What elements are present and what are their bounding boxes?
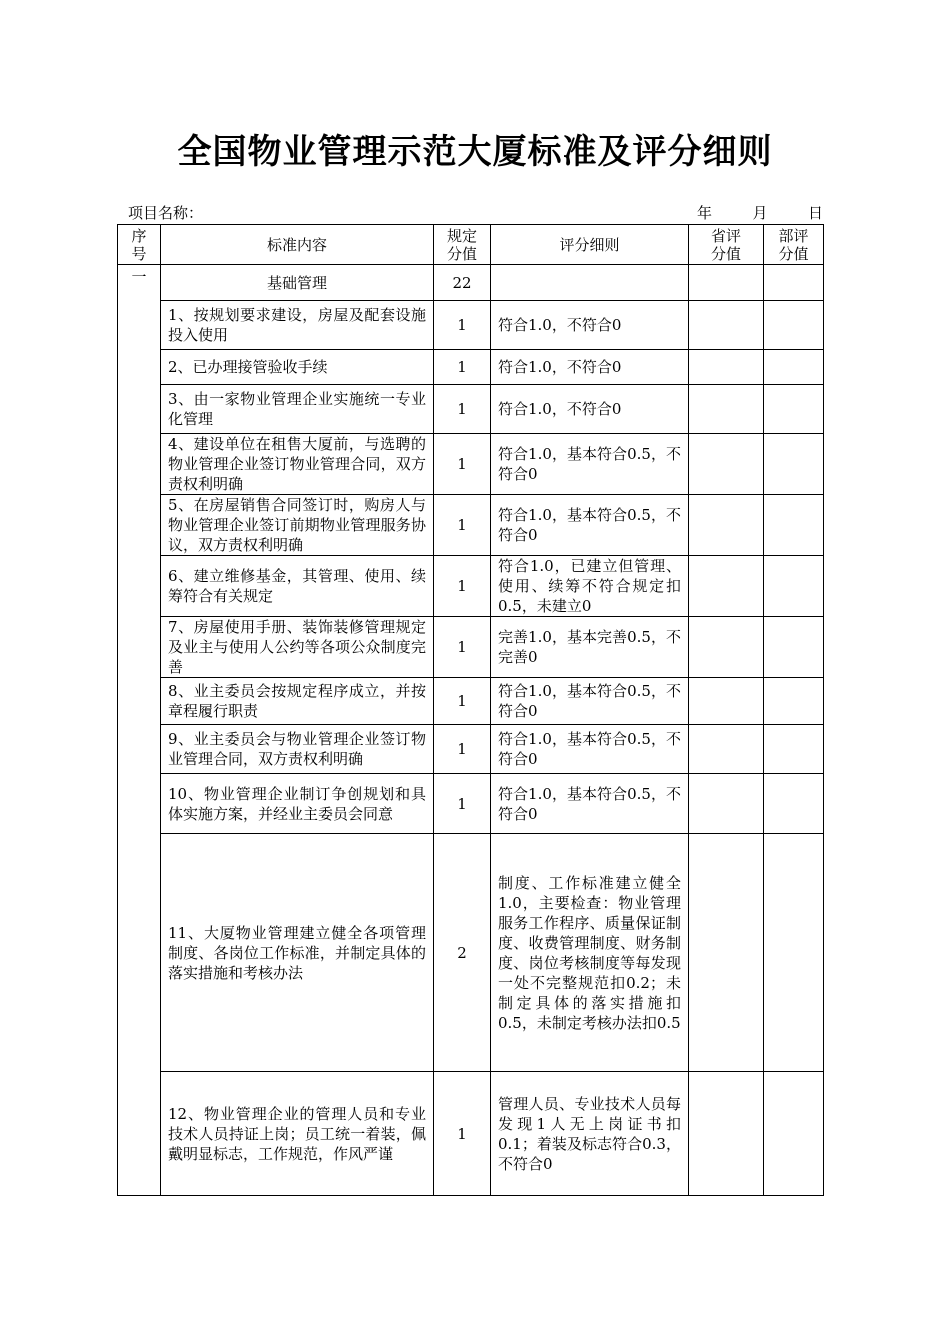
score-value: 1 (434, 556, 491, 617)
header-ministry: 部评分值 (764, 225, 824, 265)
scoring-detail: 符合1.0，不符合0 (491, 350, 689, 385)
table-row (118, 301, 824, 350)
document-title: 全国物业管理示范大厦标准及评分细则 (177, 132, 773, 172)
scoring-detail: 制度、工作标准建立健全1.0，主要检查：物业管理服务工作程序、质量保证制度、收费管理制度、财务制度、岗位考核制度等每发现一处不完整规范扣0.2；未制定具体的落实措施扣0.5，未制定考核办法扣0.5 (491, 834, 689, 1072)
province-score (689, 556, 764, 617)
ministry-score (764, 434, 824, 495)
scoring-detail: 完善1.0，基本完善0.5，不完善0 (491, 617, 689, 678)
section-province (689, 265, 764, 301)
ministry-score (764, 385, 824, 434)
date-fields (697, 203, 823, 223)
criterion-text: 4、建设单位在租售大厦前，与选聘的物业管理企业签订物业管理合同，双方责权利明确 (161, 434, 434, 495)
criterion-text: 11、大厦物业管理建立健全各项管理制度、各岗位工作标准，并制定具体的落实措施和考核办法 (161, 834, 434, 1072)
scoring-detail: 符合1.0，基本符合0.5，不符合0 (491, 678, 689, 725)
scoring-table (117, 224, 824, 1196)
header-content: 标准内容 (161, 225, 434, 265)
ministry-score (764, 301, 824, 350)
province-score (689, 385, 764, 434)
month-label: 月 (752, 204, 768, 222)
section-label: 基础管理 (161, 265, 434, 301)
ministry-score (764, 774, 824, 834)
year-label: 年 (697, 204, 713, 222)
scoring-detail: 符合1.0，不符合0 (491, 385, 689, 434)
table-row (118, 834, 824, 1072)
ministry-score (764, 350, 824, 385)
province-score (689, 301, 764, 350)
scoring-detail: 符合1.0，不符合0 (491, 301, 689, 350)
table-row (118, 350, 824, 385)
ministry-score (764, 834, 824, 1072)
table-row (118, 495, 824, 556)
section-detail (491, 265, 689, 301)
project-name-label: 项目名称： (128, 204, 204, 222)
province-score (689, 434, 764, 495)
score-value: 1 (434, 725, 491, 774)
table-row (118, 1072, 824, 1196)
scoring-detail: 符合1.0，基本符合0.5，不符合0 (491, 725, 689, 774)
score-value: 2 (434, 834, 491, 1072)
table-row (118, 556, 824, 617)
ministry-score (764, 725, 824, 774)
header-row (118, 225, 824, 265)
province-score (689, 725, 764, 774)
ministry-score (764, 1072, 824, 1196)
province-score (689, 617, 764, 678)
section-ministry (764, 265, 824, 301)
table-row (118, 434, 824, 495)
score-value: 1 (434, 301, 491, 350)
header-seq: 序号 (118, 225, 161, 265)
score-value: 1 (434, 434, 491, 495)
section-row (118, 265, 824, 301)
section-number: 一 (118, 265, 161, 1196)
ministry-score (764, 678, 824, 725)
criterion-text: 7、房屋使用手册、装饰装修管理规定及业主与使用人公约等各项公众制度完善 (161, 617, 434, 678)
score-value: 1 (434, 678, 491, 725)
ministry-score (764, 556, 824, 617)
score-value: 1 (434, 617, 491, 678)
header-detail: 评分细则 (491, 225, 689, 265)
province-score (689, 1072, 764, 1196)
score-value: 1 (434, 495, 491, 556)
criterion-text: 6、建立维修基金，其管理、使用、续筹符合有关规定 (161, 556, 434, 617)
score-value: 1 (434, 350, 491, 385)
table-row (118, 774, 824, 834)
province-score (689, 495, 764, 556)
table-row (118, 385, 824, 434)
header-province: 省评分值 (689, 225, 764, 265)
table-row (118, 678, 824, 725)
score-value: 1 (434, 1072, 491, 1196)
criterion-text: 3、由一家物业管理企业实施统一专业化管理 (161, 385, 434, 434)
scoring-detail: 符合1.0，基本符合0.5，不符合0 (491, 434, 689, 495)
day-label: 日 (807, 204, 823, 222)
criterion-text: 9、业主委员会与物业管理企业签订物业管理合同，双方责权利明确 (161, 725, 434, 774)
province-score (689, 834, 764, 1072)
province-score (689, 678, 764, 725)
ministry-score (764, 495, 824, 556)
score-value: 1 (434, 385, 491, 434)
scoring-detail: 符合1.0，基本符合0.5，不符合0 (491, 774, 689, 834)
criterion-text: 2、已办理接管验收手续 (161, 350, 434, 385)
table-row (118, 725, 824, 774)
criterion-text: 5、在房屋销售合同签订时，购房人与物业管理企业签订前期物业管理服务协议，双方责权利明确 (161, 495, 434, 556)
score-value: 1 (434, 774, 491, 834)
criterion-text: 10、物业管理企业制订争创规划和具体实施方案，并经业主委员会同意 (161, 774, 434, 834)
ministry-score (764, 617, 824, 678)
criterion-text: 12、物业管理企业的管理人员和专业技术人员持证上岗；员工统一着装，佩戴明显标志，工作规范，作风严谨 (161, 1072, 434, 1196)
province-score (689, 774, 764, 834)
scoring-detail: 符合1.0，已建立但管理、使用、续筹不符合规定扣0.5，未建立0 (491, 556, 689, 617)
province-score (689, 350, 764, 385)
criterion-text: 8、业主委员会按规定程序成立，并按章程履行职责 (161, 678, 434, 725)
scoring-detail: 管理人员、专业技术人员每发现1人无上岗证书扣0.1；着装及标志符合0.3，不符合0 (491, 1072, 689, 1196)
criterion-text: 1、按规划要求建设，房屋及配套设施投入使用 (161, 301, 434, 350)
table-row (118, 617, 824, 678)
scoring-detail: 符合1.0，基本符合0.5，不符合0 (491, 495, 689, 556)
header-score: 规定分值 (434, 225, 491, 265)
section-score: 22 (434, 265, 491, 301)
